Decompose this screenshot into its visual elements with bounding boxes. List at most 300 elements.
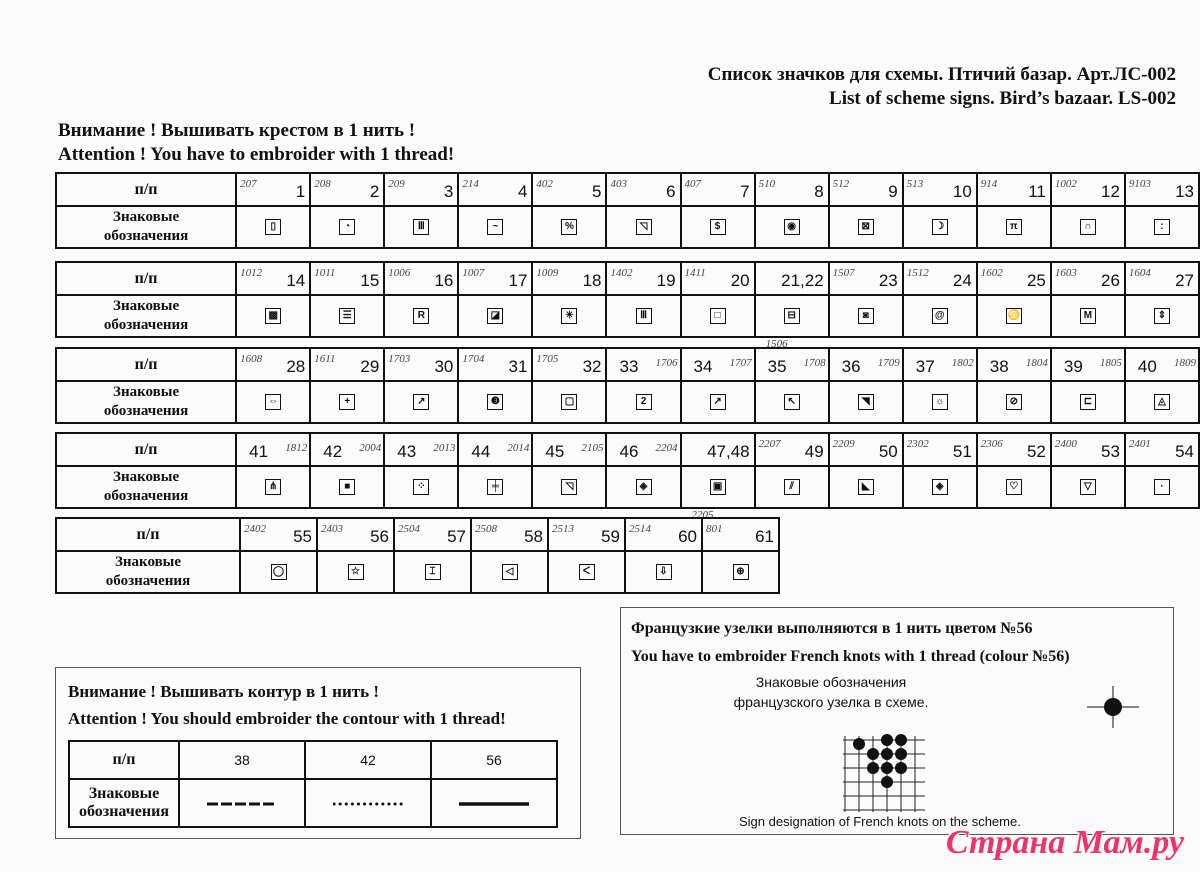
scheme-sign-icon: ◣ [858,479,874,495]
sign-cell [755,381,829,423]
symbol-table-3 [55,347,1200,424]
item-number: 8 [814,182,824,201]
sign-cell [1051,206,1125,248]
french-knots-section [620,607,1174,835]
thread-code: 1007 [462,267,485,279]
item-number: 26 [1101,271,1120,290]
number-cell [903,173,977,206]
sign-cell [236,381,310,423]
number-cell [1125,433,1199,466]
sign-cell [606,295,680,337]
header-number: п/п [56,433,236,466]
thread-code: 1812 [285,442,308,454]
item-number: 19 [656,271,676,290]
french-knot-sign-icon [1087,686,1139,728]
item-number: 21,22 [781,271,824,290]
number-cell [681,262,755,295]
item-number: 32 [582,357,602,376]
thread-code: 1603 [1054,267,1077,279]
item-number: 57 [447,527,466,546]
item-number: 9 [888,182,898,201]
item-number: 33 [619,357,639,376]
attention-en: Attention ! You have to embroider with 1 thread! [58,144,455,165]
thread-code: 2513 [552,523,574,535]
sign-cell [384,381,458,423]
sign-cell [903,206,977,248]
number-cell [548,518,625,551]
item-number: 12 [1101,182,1120,201]
scheme-sign-icon: : [1154,219,1170,235]
item-number: 31 [508,357,528,376]
scheme-sign-icon: ⌶ [425,564,441,580]
scheme-sign-icon: ⫽ [784,479,800,495]
contour-table [68,740,558,828]
sign-cell [755,206,829,248]
page-title-en: List of scheme signs. Bird’s bazaar. LS-002 [829,88,1176,109]
item-number: 58 [524,527,543,546]
thread-code: 2508 [475,523,497,535]
item-number: 10 [952,182,972,201]
scheme-sign-icon: M [1080,308,1096,324]
thread-code: 1507 [832,267,855,279]
sign-cell [977,295,1051,337]
scheme-sign-icon: ☽ [932,219,948,235]
thread-code: 1009 [536,267,559,279]
number-cell [903,348,977,381]
thread-code: 1611 [314,353,336,365]
contour-header-signs: Знаковые обозначения [69,779,179,827]
number-cell [681,433,755,466]
thread-code: 1011 [314,267,336,279]
thread-code: 2504 [398,523,420,535]
thread-code: 2514 [629,523,651,535]
number-cell [471,518,548,551]
number-cell [1051,262,1125,295]
scheme-sign-icon: ⊏ [1080,394,1096,410]
sign-cell [532,381,606,423]
item-number: 11 [1028,182,1046,201]
number-cell [977,173,1051,206]
header-signs: Знаковые обозначения [56,551,240,593]
item-number: 56 [370,527,389,546]
number-cell [1051,173,1125,206]
sign-cell [310,381,384,423]
thread-code: 208 [314,178,331,190]
item-number: 24 [952,271,972,290]
number-cell [606,262,680,295]
contour-line-solid [431,779,557,827]
scheme-sign-icon: · [1154,479,1170,495]
dashed-line-icon [207,801,277,807]
sign-cell [236,206,310,248]
french-knots-caption: Sign designation of French knots on the scheme. [739,814,1021,829]
number-cell [681,348,755,381]
thread-code: 2204 [655,442,678,454]
contour-note-ru: Внимание ! Вышивать контур в 1 нить ! [68,682,379,701]
thread-code: 1411 [684,267,706,279]
item-number: 36 [841,357,861,376]
thread-code: 1809 [1174,357,1196,369]
thread-code: 207 [240,178,257,190]
sign-cell [1125,381,1199,423]
sign-cell [548,551,625,593]
thread-code: 1706 [655,357,678,369]
number-cell [532,262,606,295]
number-cell [829,433,903,466]
number-cell [236,262,310,295]
number-cell [310,433,384,466]
scheme-sign-icon: ▯ [265,219,281,235]
item-number: 54 [1175,442,1194,461]
thread-code: 1608 [240,353,263,365]
thread-code: 1402 [610,267,633,279]
scheme-sign-icon: ■ [339,479,355,495]
symbol-table-1 [55,172,1200,249]
thread-code: 2401 [1128,438,1151,450]
scheme-sign-icon: Ⅲ [636,308,652,324]
thread-code: 1705 [536,353,559,365]
scheme-sign-icon: ╪ [487,479,503,495]
scheme-sign-icon: ᐸ [579,564,595,580]
scheme-sign-icon: ♡ [1006,479,1022,495]
header-signs: Знаковые обозначения [56,466,236,508]
sign-cell [755,466,829,508]
item-number: 61 [755,527,774,546]
number-cell [384,348,458,381]
number-cell [977,433,1051,466]
scheme-sign-icon: ⇕ [1154,308,1170,324]
french-knots-sub-1: Знаковые обозначения [755,674,907,690]
sign-cell [310,466,384,508]
number-cell [458,433,532,466]
header-number: п/п [56,518,240,551]
thread-code: 1002 [1054,178,1077,190]
scheme-sign-icon: ◹ [561,479,577,495]
scheme-sign-icon: ☼ [932,394,948,410]
item-number: 60 [678,527,697,546]
header-signs: Знаковые обозначения [56,295,236,337]
sign-cell [977,206,1051,248]
number-cell [240,518,317,551]
sign-cell [1051,466,1125,508]
contour-note-en: Attention ! You should embroider the contour with 1 thread! [68,709,506,728]
item-number: 25 [1026,271,1046,290]
scheme-sign-icon: ∩ [1080,219,1096,235]
number-cell [755,348,829,381]
item-number: 41 [249,442,269,461]
scheme-sign-icon: ↗ [413,394,429,410]
item-number: 29 [360,357,380,376]
scheme-sign-icon: ↗ [710,394,726,410]
number-cell [702,518,779,551]
item-number: 37 [915,357,935,376]
number-cell [384,433,458,466]
thread-code: 2209 [832,438,855,450]
number-cell [606,173,680,206]
item-number: 39 [1063,357,1083,376]
header-number: п/п [56,173,236,206]
thread-code: 1006 [388,267,411,279]
contour-header-number: п/п [69,741,179,779]
number-cell [681,173,755,206]
thread-code: 801 [706,523,723,535]
number-cell [1125,348,1199,381]
number-cell [394,518,471,551]
header-signs: Знаковые обозначения [56,206,236,248]
sign-cell [310,206,384,248]
scheme-sign-icon: ▩ [265,308,281,324]
attention-ru: Внимание ! Вышивать крестом в 1 нить ! [58,120,416,141]
item-number: 38 [989,357,1009,376]
number-cell [625,518,702,551]
number-cell [903,262,977,295]
thread-code: 209 [388,178,405,190]
thread-code: 2014 [507,442,530,454]
thread-code: 2013 [433,442,456,454]
sign-cell [236,295,310,337]
contour-section [55,667,581,839]
number-cell [977,348,1051,381]
thread-code: 1506 [765,338,788,350]
thread-code: 2402 [244,523,266,535]
thread-code: 214 [462,178,479,190]
thread-code: 2400 [1054,438,1077,450]
sign-cell [384,295,458,337]
item-number: 51 [952,442,972,461]
sign-cell [606,206,680,248]
item-number: 46 [619,442,639,461]
scheme-sign-icon: ↖ [784,394,800,410]
item-number: 59 [601,527,620,546]
sign-cell [625,551,702,593]
sign-cell [1125,466,1199,508]
scheme-sign-icon: ▢ [561,394,577,410]
scheme-sign-icon: ◥ [858,394,874,410]
sign-cell [681,206,755,248]
sign-cell [384,466,458,508]
scheme-sign-icon: ⇩ [656,564,672,580]
thread-code: 1709 [877,357,900,369]
item-number: 7 [740,182,750,201]
scheme-sign-icon: + [339,394,355,410]
number-cell [532,348,606,381]
thread-code: 9103 [1128,178,1151,190]
scheme-sign-icon: ⊠ [858,219,874,235]
item-number: 42 [323,442,343,461]
thread-code: 2105 [581,442,604,454]
french-knot-grid-icon [843,730,927,814]
sign-cell [829,295,903,337]
scheme-sign-icon: ⋔ [265,479,281,495]
scheme-sign-icon: ☆ [348,564,364,580]
sign-cell [903,381,977,423]
scheme-sign-icon: ▣ [710,479,726,495]
scheme-sign-icon: ~ [487,219,503,235]
thread-code: 512 [832,178,850,190]
sign-cell [829,381,903,423]
scheme-sign-icon: ◪ [487,308,503,324]
thread-code: 1707 [729,357,752,369]
number-cell [829,348,903,381]
sign-cell [829,206,903,248]
scheme-sign-icon: ◈ [932,479,948,495]
sign-cell [1125,206,1199,248]
sign-cell [471,551,548,593]
thread-code: 2004 [359,442,382,454]
item-number: 1 [295,182,306,201]
symbol-table-2 [55,261,1200,350]
sign-cell [394,551,471,593]
number-cell [317,518,394,551]
thread-code: 2207 [758,438,781,450]
scheme-sign-icon: ⊟ [784,308,800,324]
thread-code: 1802 [951,357,974,369]
sign-cell [903,466,977,508]
contour-number-56: 56 [431,741,557,779]
sign-cell [1125,295,1199,337]
contour-number-38: 38 [179,741,305,779]
number-cell [532,173,606,206]
scheme-sign-icon: ◹ [636,219,652,235]
scheme-sign-icon: ⊘ [1006,394,1022,410]
watermark-logo: Страна Мам.ру [945,824,1184,861]
sign-cell [384,206,458,248]
item-number: 3 [443,182,454,201]
number-cell [384,262,458,295]
item-number: 30 [434,357,454,376]
scheme-sign-icon: ♋ [1006,308,1022,324]
item-number: 2 [369,182,380,201]
thread-code: 510 [758,178,776,190]
scheme-sign-icon: π [1006,219,1022,235]
number-cell [755,173,829,206]
item-number: 49 [804,442,824,461]
number-cell [458,173,532,206]
item-number: 35 [767,357,787,376]
thread-code: 1604 [1128,267,1151,279]
thread-code: 914 [980,178,998,190]
item-number: 28 [286,357,306,376]
header-signs: Знаковые обозначения [56,381,236,423]
item-number: 13 [1175,182,1194,201]
sign-cell [458,295,532,337]
sign-cell [1051,295,1125,337]
item-number: 52 [1026,442,1046,461]
item-number: 47,48 [707,442,750,461]
number-cell [236,173,310,206]
item-number: 6 [666,182,676,201]
sign-cell [240,551,317,593]
thread-code: 1804 [1025,357,1048,369]
sign-cell [458,381,532,423]
scheme-sign-icon: □ [710,308,726,324]
sign-cell [458,206,532,248]
thread-code: 513 [906,178,924,190]
scheme-sign-icon: ❸ [487,394,503,410]
number-cell [458,262,532,295]
dotted-line-icon [333,801,403,807]
french-knots-sub-2: французского узелка в схеме. [733,694,929,710]
thread-code: 402 [536,178,553,190]
contour-number-42: 42 [305,741,431,779]
thread-code: 1708 [803,357,826,369]
thread-code: 1602 [980,267,1003,279]
thread-code: 407 [684,178,702,190]
item-number: 53 [1101,442,1120,461]
sign-cell [236,466,310,508]
thread-code: 1703 [388,353,411,365]
solid-line-icon [459,801,529,807]
sign-cell [458,466,532,508]
sign-cell [681,466,755,521]
number-cell [829,173,903,206]
item-number: 4 [517,182,528,201]
scheme-sign-icon: ⊕ [733,564,749,580]
scheme-sign-icon: ◬ [1154,394,1170,410]
scheme-sign-icon: R [413,308,429,324]
french-knots-note-en: You have to embroider French knots with 1 thread (colour №56) [631,648,1070,665]
scheme-sign-icon: ◯ [271,564,287,580]
scheme-sign-icon: ◙ [858,308,874,324]
page-title-ru: Список значков для схемы. Птичий базар. Арт.ЛС-002 [707,64,1176,85]
number-cell [829,262,903,295]
scheme-sign-icon: 2 [636,394,652,410]
number-cell [755,262,829,295]
number-cell [977,262,1051,295]
thread-code: 2302 [906,438,929,450]
header-number: п/п [56,262,236,295]
sign-cell [829,466,903,508]
number-cell [1051,348,1125,381]
item-number: 55 [293,527,312,546]
thread-code: 1805 [1099,357,1122,369]
sign-cell [532,466,606,508]
number-cell [755,433,829,466]
number-cell [1051,433,1125,466]
sign-cell [310,295,384,337]
scheme-sign-icon: @ [932,308,948,324]
scheme-sign-icon: ⇔ [265,394,281,410]
number-cell [606,433,680,466]
number-cell [458,348,532,381]
item-number: 43 [397,442,417,461]
number-cell [1125,173,1199,206]
item-number: 23 [878,271,898,290]
number-cell [384,173,458,206]
sign-cell [681,295,755,337]
item-number: 44 [471,442,491,461]
contour-line-dashed [179,779,305,827]
item-number: 50 [878,442,898,461]
thread-code: 1512 [906,267,929,279]
number-cell [903,433,977,466]
thread-code: 2205 [691,509,714,521]
scheme-sign-icon: ✳ [561,308,577,324]
number-cell [310,173,384,206]
thread-code: 2306 [980,438,1003,450]
scheme-sign-icon: % [561,219,577,235]
thread-code: 2403 [321,523,343,535]
sign-cell [317,551,394,593]
scheme-sign-icon: ◔ [339,219,355,235]
item-number: 45 [545,442,565,461]
scheme-sign-icon: ▽ [1080,479,1096,495]
thread-code: 1012 [240,267,263,279]
symbol-table-4 [55,432,1200,521]
header-number: п/п [56,348,236,381]
sign-cell [606,381,680,423]
sign-cell [903,295,977,337]
